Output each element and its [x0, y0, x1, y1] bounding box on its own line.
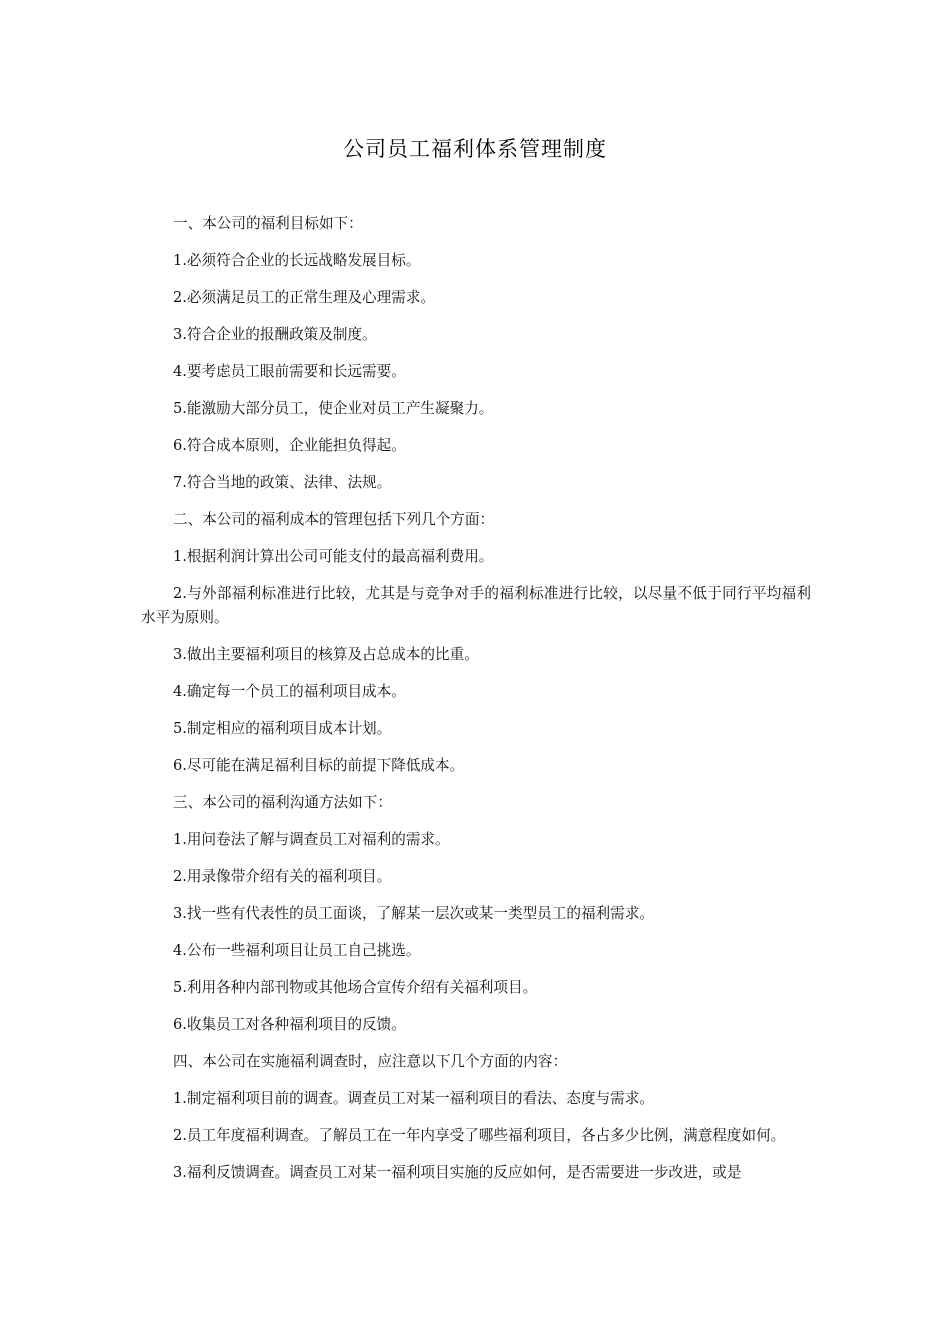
list-item: 6.收集员工对各种福利项目的反馈。 [173, 1016, 406, 1033]
list-item: 7.符合当地的政策、法律、法规。 [173, 474, 392, 491]
list-item: 6.符合成本原则，企业能担负得起。 [173, 437, 406, 454]
list-item: 5.利用各种内部刊物或其他场合宣传介绍有关福利项目。 [173, 979, 538, 996]
list-item: 3.做出主要福利项目的核算及占总成本的比重。 [173, 646, 479, 663]
list-item: 1.根据利润计算出公司可能支付的最高福利费用。 [173, 548, 494, 565]
section-heading-1: 一、本公司的福利目标如下： [173, 215, 363, 232]
list-item: 5.能激励大部分员工，使企业对员工产生凝聚力。 [173, 400, 494, 417]
document-body [141, 212, 811, 1198]
list-item: 4.要考虑员工眼前需要和长远需要。 [173, 363, 406, 380]
list-item: 2.与外部福利标准进行比较，尤其是与竞争对手的福利标准进行比较，以尽量不低于同行平均福利水平为原则。 [141, 585, 811, 626]
section-heading-2: 二、本公司的福利成本的管理包括下列几个方面： [173, 511, 495, 528]
list-item: 1.制定福利项目前的调查。调查员工对某一福利项目的看法、态度与需求。 [173, 1090, 654, 1107]
list-item: 3.福利反馈调查。调查员工对某一福利项目实施的反应如何，是否需要进一步改进，或是 [173, 1164, 742, 1181]
list-item: 2.用录像带介绍有关的福利项目。 [173, 868, 392, 885]
list-item: 1.用问卷法了解与调查员工对福利的需求。 [173, 831, 450, 848]
section-heading-4: 四、本公司在实施福利调查时，应注意以下几个方面的内容： [173, 1053, 568, 1070]
list-item: 4.公布一些福利项目让员工自己挑选。 [173, 942, 421, 959]
list-item: 3.找一些有代表性的员工面谈，了解某一层次或某一类型员工的福利需求。 [173, 905, 654, 922]
list-item: 3.符合企业的报酬政策及制度。 [173, 326, 377, 343]
document-title: 公司员工福利体系管理制度 [343, 137, 607, 161]
list-item: 6.尽可能在满足福利目标的前提下降低成本。 [173, 757, 465, 774]
list-item: 4.确定每一个员工的福利项目成本。 [173, 683, 406, 700]
list-item: 2.员工年度福利调查。了解员工在一年内享受了哪些福利项目，各占多少比例，满意程度如何。 [173, 1127, 786, 1144]
list-item: 2.必须满足员工的正常生理及心理需求。 [173, 289, 436, 306]
section-heading-3: 三、本公司的福利沟通方法如下： [173, 794, 392, 811]
list-item: 5.制定相应的福利项目成本计划。 [173, 720, 392, 737]
list-item: 1.必须符合企业的长远战略发展目标。 [173, 252, 421, 269]
